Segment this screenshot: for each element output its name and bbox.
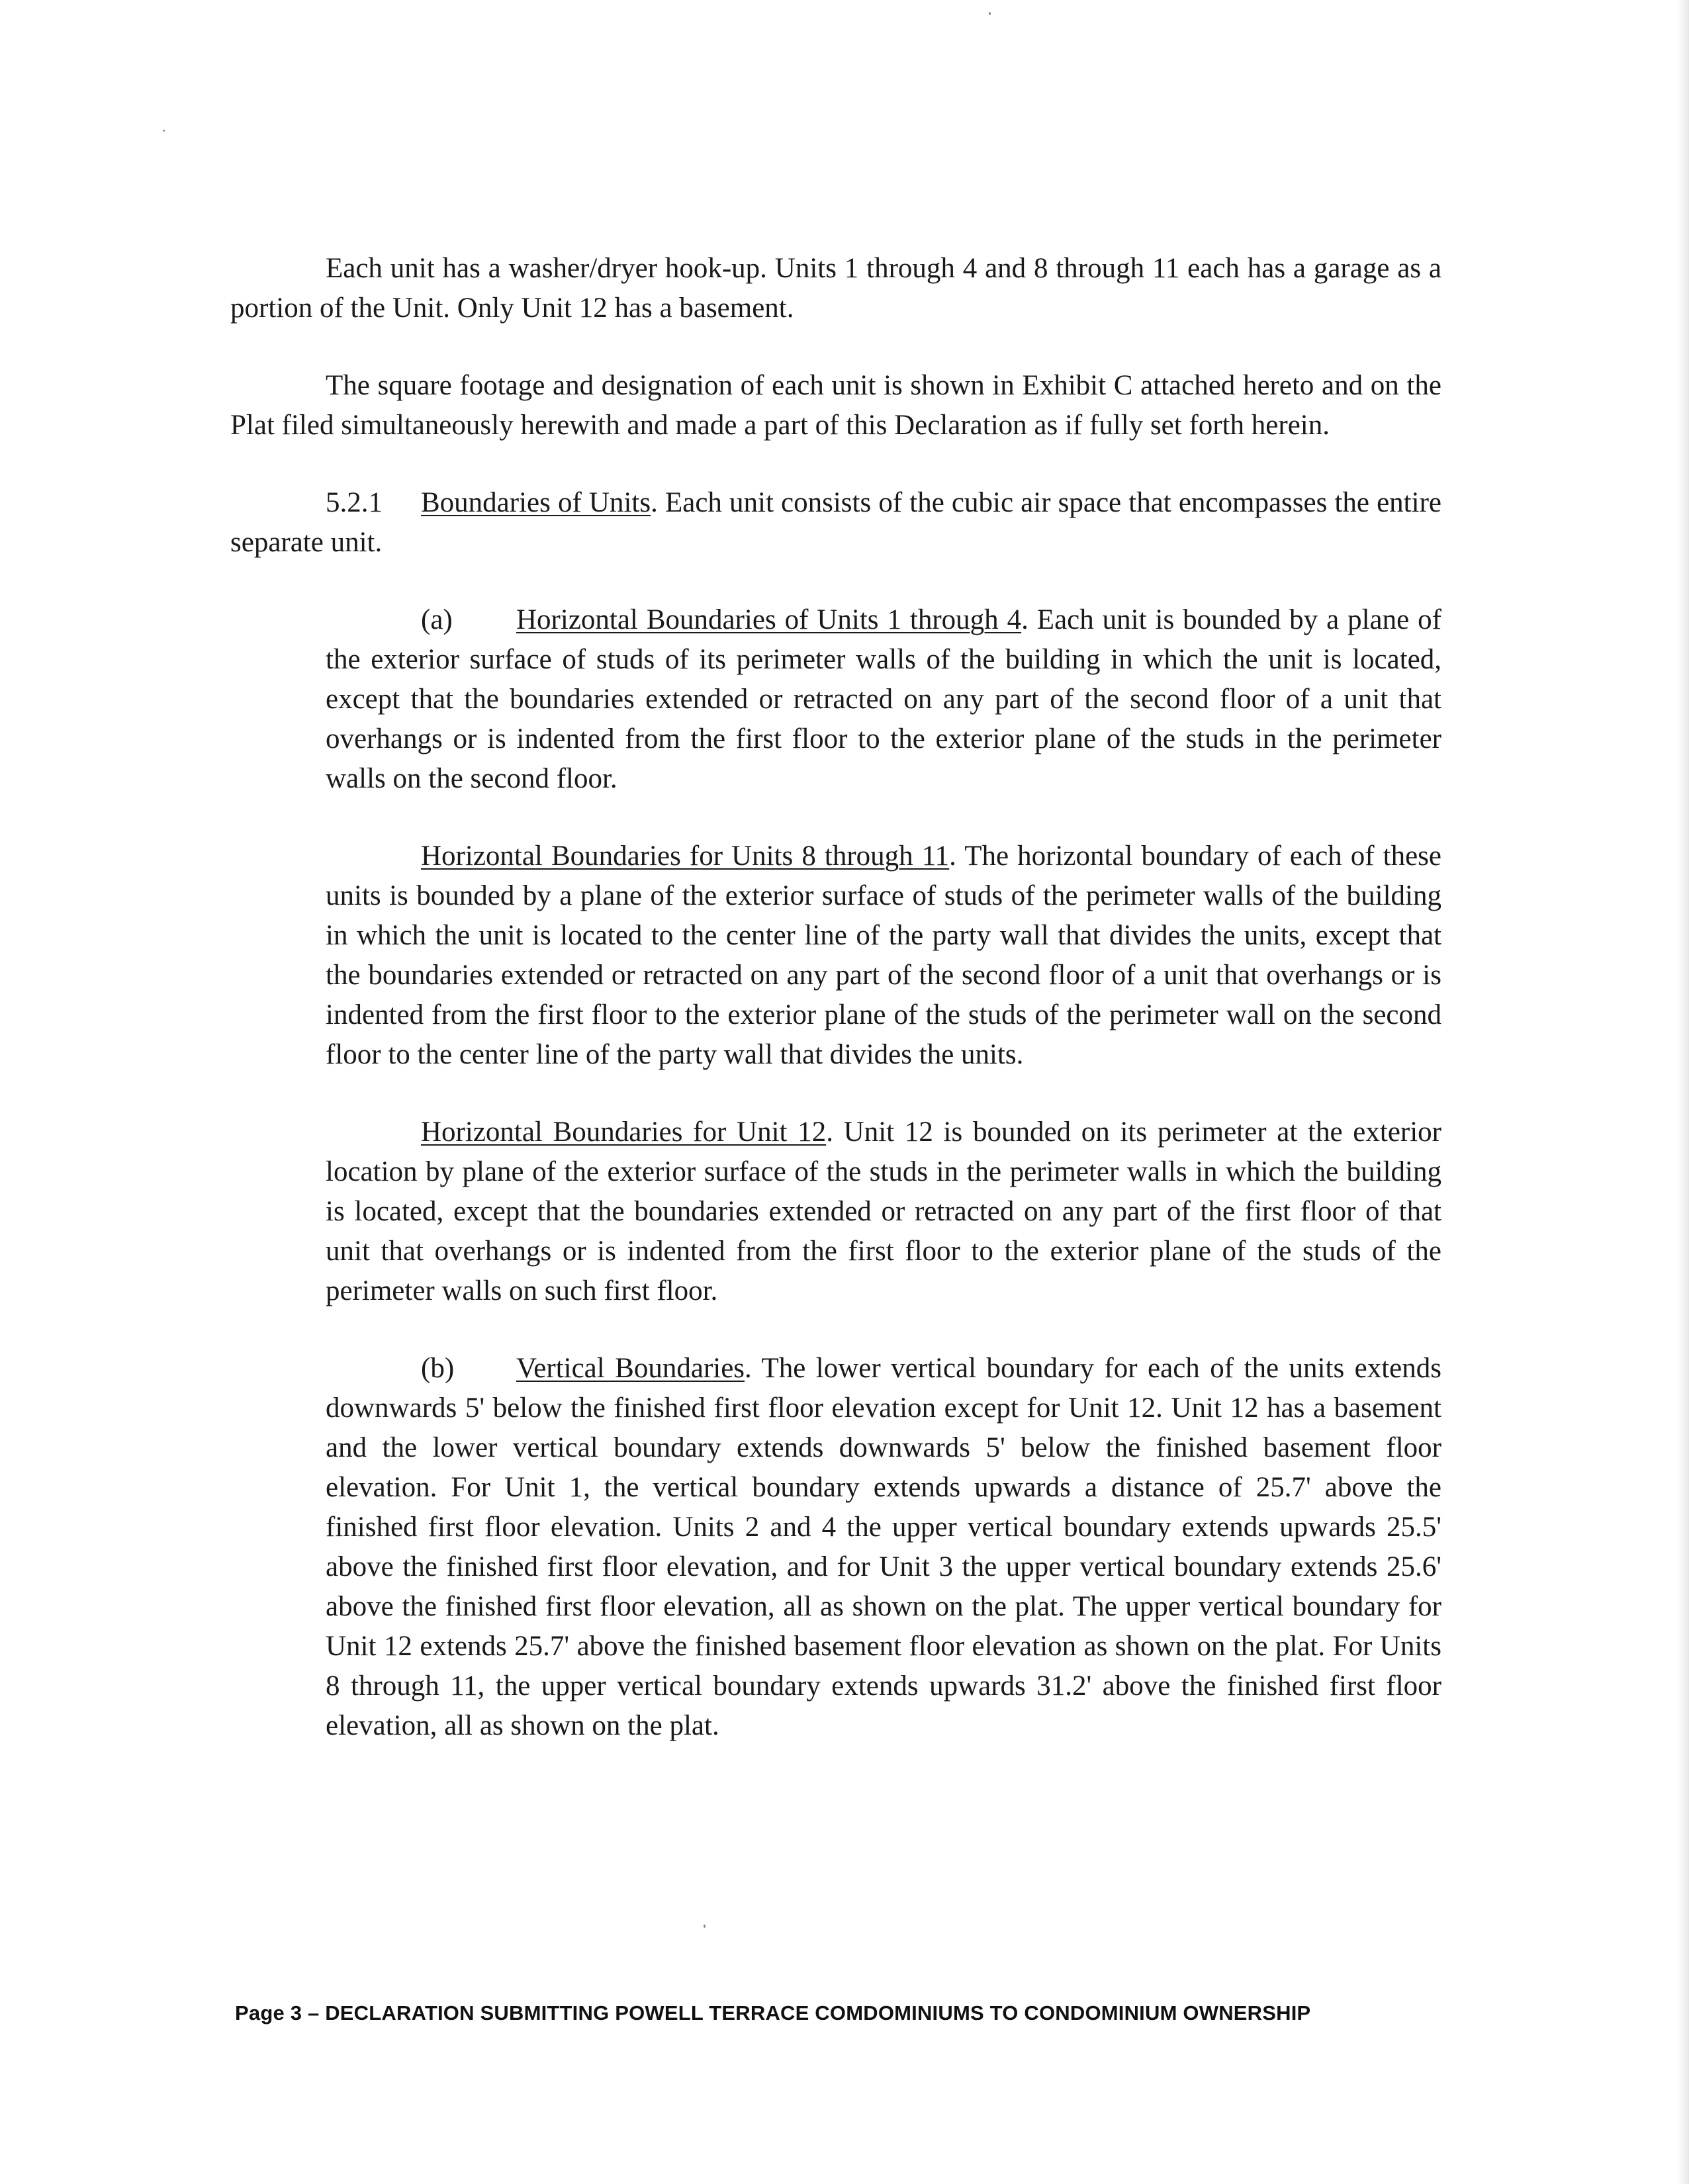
subsection-title: Vertical Boundaries <box>516 1353 745 1384</box>
scan-edge-shadow <box>1677 0 1689 2184</box>
subsection-b <box>326 1349 1441 1746</box>
subsection-units-8-11 <box>326 837 1441 1075</box>
document-body <box>230 249 1441 1784</box>
subsection-title: Horizontal Boundaries for Units 8 through 11 <box>421 841 950 872</box>
subsection-label: (a) <box>421 604 453 635</box>
scan-speck <box>704 1925 706 1928</box>
subsection-text: . The lower vertical boundary for each of the units extends downwards 5' below the finished first floor elevation except for Unit 12. Unit 12 has a basement and the lower vertical boundary extends downwards 5' below the finished basement floor elevation. For Unit 1, the vertical boundary extends upwards a distance of 25.7' above the finished first floor elevation. Units 2 and 4 the upper vertical boundary extends upwards 25.5' above the finished first floor elevation, and for Unit 3 the upper vertical boundary extends 25.6' above the finished first floor elevation, all as shown on the plat. The upper vertical boundary for Unit 12 extends 25.7' above the finished basement floor elevation as shown on the plat. For Units 8 through 11, the upper vertical boundary extends upwards 31.2' above the finished first floor elevation, all as shown on the plat. <box>326 1353 1441 1741</box>
section-number: 5.2.1 <box>326 487 383 518</box>
subsection-title: Horizontal Boundaries for Unit 12 <box>421 1116 827 1148</box>
subsection-label: (b) <box>421 1353 455 1384</box>
paragraph-square-footage: The square footage and designation of each unit is shown in Exhibit C attached hereto and on the Plat filed simultaneously herewith and made a part of this Declaration as if fully set forth herein. <box>230 370 1441 441</box>
section-title: Boundaries of Units <box>421 487 651 518</box>
subsection-text: . The horizontal boundary of each of these units is bounded by a plane of the exterior surface of studs of the perimeter walls of the building in which the unit is located to the center line of the party wall that divides the units, except that the boundaries extended or retracted on any part of the second floor of a unit that overhangs or is indented from the first floor to the exterior plane of the studs of the perimeter wall on the second floor to the center line of the party wall that divides the units. <box>326 841 1441 1070</box>
page-footer: Page 3 – DECLARATION SUBMITTING POWELL TERRACE COMDOMINIUMS TO CONDOMINIUM OWNERSHIP <box>235 2001 1311 2025</box>
subsection-text: . Unit 12 is bounded on its perimeter at the exterior location by plane of the exterior surface of the studs in the perimeter walls in which the building is located, except that the boundaries extended or retracted on any part of the first floor of that unit that overhangs or is indented from the first floor to the exterior plane of the studs of the perimeter walls on such first floor. <box>326 1116 1441 1306</box>
section-text: . Each unit consists of the cubic air space that encompasses the entire separate unit. <box>230 487 1441 558</box>
subsection-text: . Each unit is bounded by a plane of the exterior surface of studs of its perimeter walls of the building in which the unit is located, except that the boundaries extended or retracted on any part of the second floor of a unit that overhangs or is indented from the first floor to the exterior plane of the studs in the perimeter walls on the second floor. <box>326 604 1441 794</box>
scan-speck <box>163 130 165 132</box>
scan-speck <box>989 12 991 15</box>
subsection-a <box>326 600 1441 799</box>
subsection-title: Horizontal Boundaries of Units 1 through 4 <box>516 604 1022 635</box>
subsection-unit-12 <box>326 1113 1441 1311</box>
paragraph-washer-dryer: Each unit has a washer/dryer hook-up. Units 1 through 4 and 8 through 11 each has a garage as a portion of the Unit. Only Unit 12 has a basement. <box>230 253 1441 324</box>
section-5-2-1 <box>230 483 1441 563</box>
